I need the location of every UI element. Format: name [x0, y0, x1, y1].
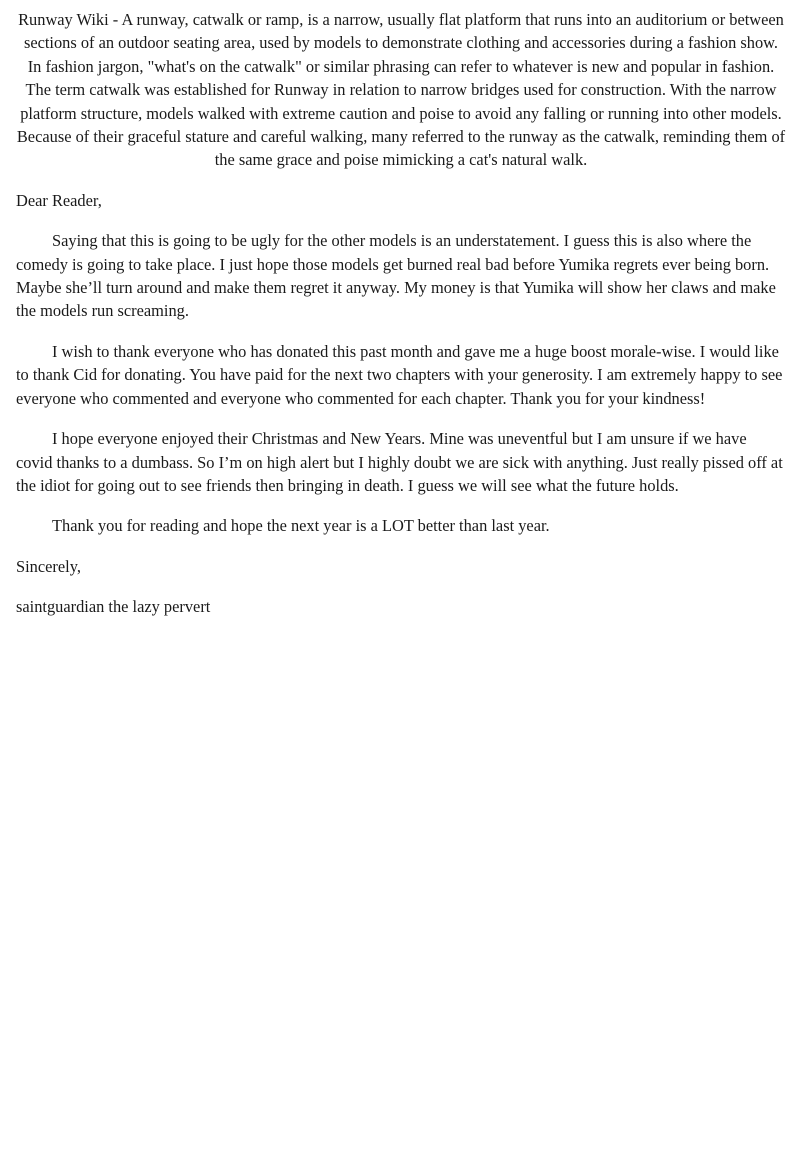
wiki-definition — [16, 8, 786, 172]
letter-page — [16, 8, 786, 619]
greeting: Dear Reader, — [16, 190, 102, 210]
signature: saintguardian the lazy pervert — [16, 597, 211, 617]
wiki-text: A runway, catwalk or ramp, is a narrow, usually flat platform that runs into an auditorium or between sections of an outdoor seating area, used by models to demonstrate clothing and accessories during a fashion show. In fashion jargon, "what's on the catwalk" or similar phrasing can refer to whatever is new and popular in fashion. The term catwalk was established for Runway in relation to narrow bridges used for construction. With the narrow platform structure, models walked with extreme caution and poise to avoid any falling or running into other models. Because of their graceful stature and careful walking, many referred to the runway as the catwalk, reminding them of the same grace and poise mimicking a cat's natural walk. — [16, 10, 786, 170]
letter-paragraph: Saying that this is going to be ugly for the other models is an understatement. I guess this is also where the comedy is going to take place. I just hope those models get burned real bad before Yumika regrets ever being born. Maybe she’ll turn around and make them regret it anyway. My money is that Yumika will show her claws and make the models run screaming. — [16, 231, 776, 321]
closing: Sincerely, — [16, 556, 81, 576]
letter-paragraph: I hope everyone enjoyed their Christmas and New Years. Mine was uneventful but I am unsure if we have covid thanks to a dumbass. So I’m on high alert but I highly doubt we are sick with anything. Just really pissed off at the idiot for going out to see friends then bringing in death. I guess we will see what the future holds. — [16, 429, 783, 495]
letter-paragraph: Thank you for reading and hope the next year is a LOT better than last year. — [52, 516, 550, 536]
wiki-title: Runway Wiki - — [18, 10, 119, 29]
letter-paragraph: I wish to thank everyone who has donated this past month and gave me a huge boost morale-wise. I would like to thank Cid for donating. You have paid for the next two chapters with your generosity. I am extremely happy to see everyone who commented and everyone who commented for each chapter. Thank you for your kindness! — [16, 341, 783, 408]
